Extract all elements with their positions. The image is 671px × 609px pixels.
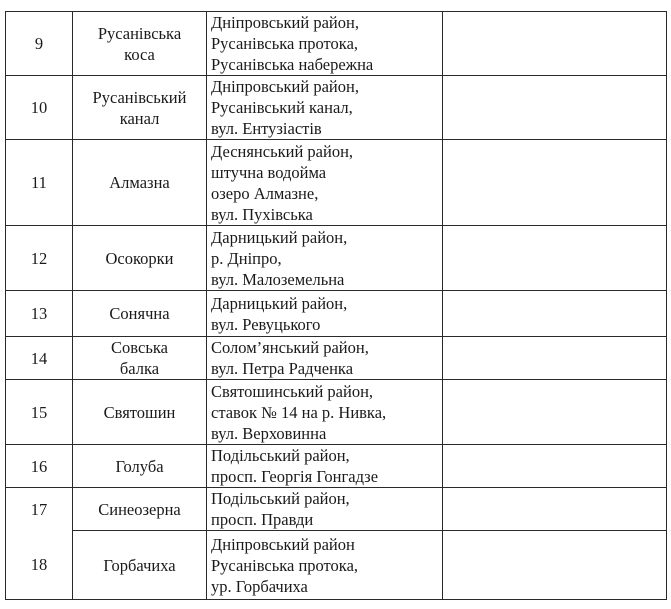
empty-cell bbox=[443, 226, 667, 291]
beach-location: Дніпровський район, Русанівський канал, вул. Ентузіастів bbox=[207, 76, 443, 140]
beach-location: Дарницький район, вул. Ревуцького bbox=[207, 291, 443, 337]
row-number: 18 bbox=[6, 531, 73, 600]
table-row bbox=[6, 12, 667, 76]
beach-location: Подільський район, просп. Георгія Гонгадзе bbox=[207, 445, 443, 488]
beach-name: Горбачиха bbox=[73, 531, 207, 600]
table-row bbox=[6, 140, 667, 226]
empty-cell bbox=[443, 291, 667, 337]
empty-cell bbox=[443, 531, 667, 600]
row-number: 13 bbox=[6, 291, 73, 337]
empty-cell bbox=[443, 12, 667, 76]
row-number: 16 bbox=[6, 445, 73, 488]
beach-name: Русанівський канал bbox=[73, 76, 207, 140]
beach-location: Дніпровський район, Русанівська протока, Русанівська набережна bbox=[207, 12, 443, 76]
beach-name: Русанівська коса bbox=[73, 12, 207, 76]
empty-cell bbox=[443, 488, 667, 531]
empty-cell bbox=[443, 140, 667, 226]
table-row bbox=[6, 488, 667, 531]
beach-name: Осокорки bbox=[73, 226, 207, 291]
empty-cell bbox=[443, 380, 667, 445]
beach-name: Голуба bbox=[73, 445, 207, 488]
table-row bbox=[6, 337, 667, 380]
row-number: 10 bbox=[6, 76, 73, 140]
beach-location: Подільський район, просп. Правди bbox=[207, 488, 443, 531]
empty-cell bbox=[443, 76, 667, 140]
row-number: 12 bbox=[6, 226, 73, 291]
table-row bbox=[6, 76, 667, 140]
beaches-table bbox=[5, 11, 667, 600]
row-number: 14 bbox=[6, 337, 73, 380]
beach-location: Дніпровський район Русанівська протока, ур. Горбачиха bbox=[207, 531, 443, 600]
beach-location: Святошинський район, ставок № 14 на р. Нивка, вул. Верховинна bbox=[207, 380, 443, 445]
empty-cell bbox=[443, 445, 667, 488]
beach-location: Солом’янський район, вул. Петра Радченка bbox=[207, 337, 443, 380]
table-row bbox=[6, 291, 667, 337]
beach-location: Деснянський район, штучна водойма озеро Алмазне, вул. Пухівська bbox=[207, 140, 443, 226]
empty-cell bbox=[443, 337, 667, 380]
row-number: 9 bbox=[6, 12, 73, 76]
beach-name: Синеозерна bbox=[73, 488, 207, 531]
beach-name: Алмазна bbox=[73, 140, 207, 226]
beach-name: Совська балка bbox=[73, 337, 207, 380]
beach-name: Сонячна bbox=[73, 291, 207, 337]
row-number: 17 bbox=[6, 488, 73, 531]
beach-location: Дарницький район, р. Дніпро, вул. Малоземельна bbox=[207, 226, 443, 291]
table-row bbox=[6, 531, 667, 600]
table-row bbox=[6, 380, 667, 445]
row-number: 15 bbox=[6, 380, 73, 445]
table-row bbox=[6, 226, 667, 291]
beach-name: Святошин bbox=[73, 380, 207, 445]
row-number: 11 bbox=[6, 140, 73, 226]
table-row bbox=[6, 445, 667, 488]
